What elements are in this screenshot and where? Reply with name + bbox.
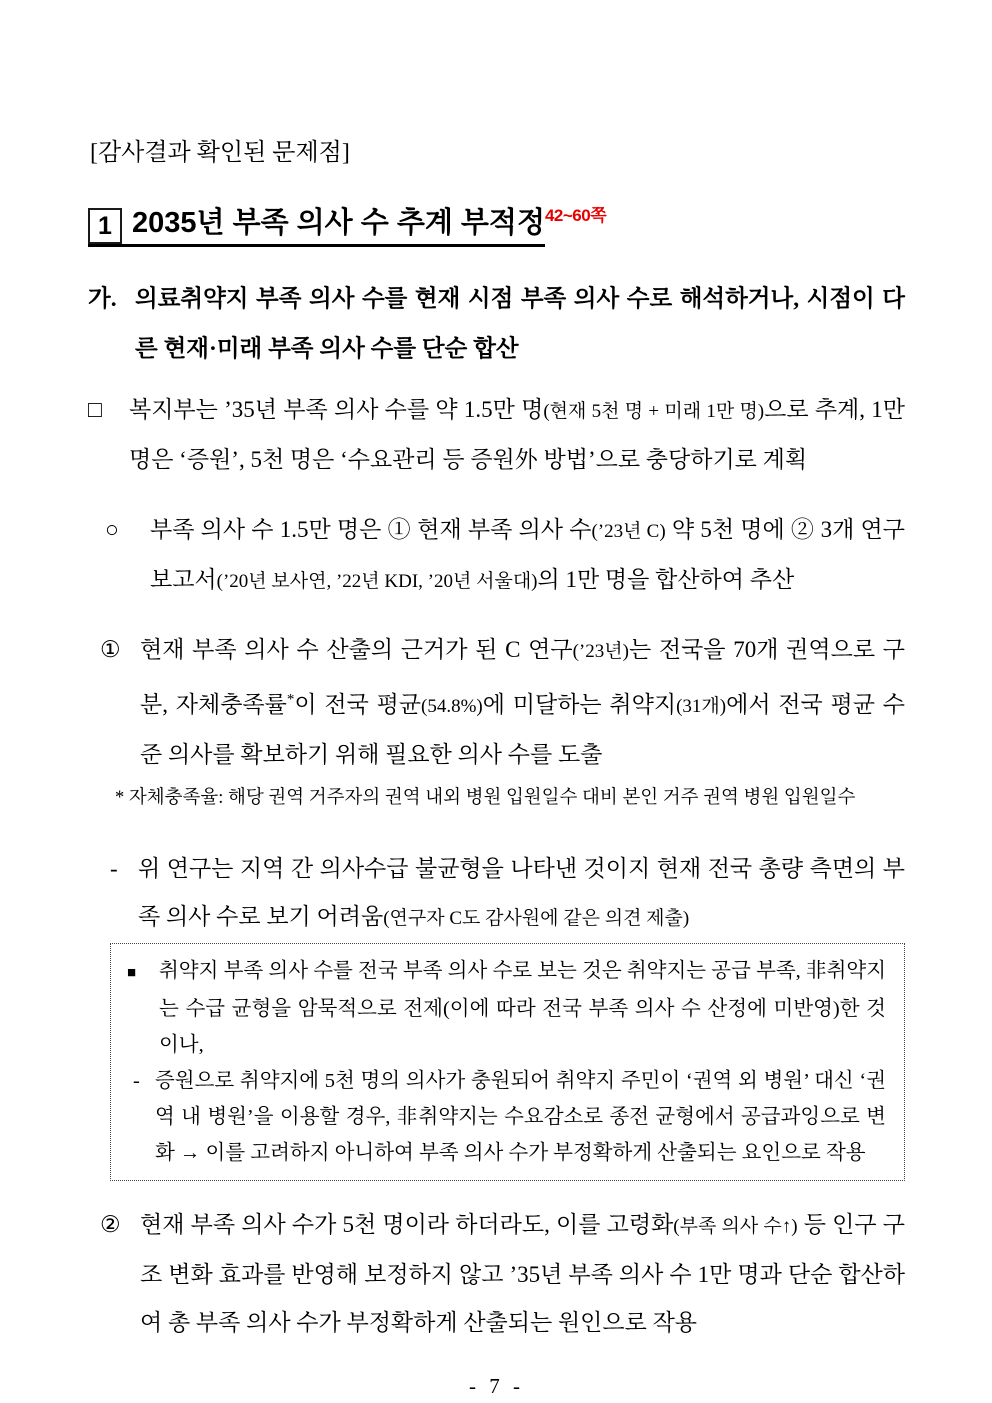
page-number: - 7 - (469, 1374, 524, 1399)
callout-box (110, 943, 905, 1181)
circled-two-bullet: ② (100, 1212, 121, 1238)
paragraph-overview (88, 386, 905, 484)
heading-underline (88, 207, 545, 247)
paragraph-overview-text: 복지부는 ’35년 부족 의사 수를 약 1.5만 명(현재 5천 명 + 미래 1만 명)으로 추계, 1만 명은 ‘증원’, 5천 명은 ‘수요관리 등 증원外 방법’으로 충당하기로 계획 (129, 396, 905, 472)
paragraph-estimate-text: 부족 의사 수 1.5만 명은 ① 현재 부족 의사 수(’23년 C) 약 5천 명에 ② 3개 연구보고서(’20년 보사연, ’22년 KDI, ’20년 서울대)의 1만 명을 합산하여 추산 (150, 516, 905, 592)
footnote-self-sufficiency: * 자체충족율: 해당 권역 거주자의 권역 내외 병원 입원일수 대비 본인 거주 권역 병원 입원일수 (115, 788, 856, 809)
paragraph-estimate (105, 506, 905, 606)
section-header: [감사결과 확인된 문제점] (90, 140, 350, 166)
filled-square-bullet: ■ (127, 965, 137, 982)
dash-bullet: - (133, 1070, 140, 1093)
callout-item-1 (127, 953, 886, 1063)
callout-item-2 (133, 1063, 886, 1171)
paragraph-dash-note-text: 위 연구는 지역 간 의사수급 불균형을 나타낸 것이지 현재 전국 총량 측면의 부족 의사 수로 보기 어려움(연구자 C도 감사원에 같은 의견 제출) (138, 856, 905, 930)
circled-one-bullet: ① (100, 636, 121, 662)
main-heading (88, 196, 905, 244)
paragraph-point2-text: 현재 부족 의사 수가 5천 명이라 하더라도, 이를 고령화(부족 의사 수↑) 등 인구 구조 변화 효과를 반영해 보정하지 않고 ’35년 부족 의사 수 1만 명과 단순 합산하여 총 부족 의사 수가 부정확하게 산출되는 원인으로 작용 (140, 1212, 905, 1336)
heading-page-ref: 42~60쪽 (544, 206, 607, 225)
circle-bullet: ○ (105, 516, 119, 542)
callout-item-1-text: 취약지 부족 의사 수를 전국 부족 의사 수로 보는 것은 취약지는 공급 부족, 非취약지는 수급 균형을 암묵적으로 전제(이에 따라 전국 부족 의사 수 산정에 미반영)한 것이나, (159, 960, 886, 1057)
subheading-ga (88, 274, 905, 374)
paragraph-dash-note (110, 845, 905, 943)
subheading-label: 가. (88, 285, 117, 312)
paragraph-point1 (100, 626, 905, 780)
subheading-text: 의료취약지 부족 의사 수를 현재 시점 부족 의사 수로 해석하거나, 시점이 다른 현재·미래 부족 의사 수를 단순 합산 (135, 285, 905, 362)
heading-number-box: 1 (88, 208, 122, 244)
paragraph-point1-text: 현재 부족 의사 수 산출의 근거가 된 C 연구(’23년)는 전국을 70개 권역으로 구분, 자체충족률*이 전국 평균(54.8%)에 미달하는 취약지(31개)에서 전국 평균 수준 의사를 확보하기 위해 필요한 의사 수를 도출 (140, 636, 906, 768)
dash-bullet: - (110, 856, 118, 882)
heading-title: 2035년 부족 의사 수 추계 부적정 (132, 206, 545, 239)
callout-item-2-text: 증원으로 취약지에 5천 명의 의사가 충원되어 취약지 주민이 ‘권역 외 병원’ 대신 ‘권역 내 병원’을 이용할 경우, 非취약지는 수요감소로 종전 균형에서 공급과잉으로 변화 → 이를 고려하지 아니하여 부족 의사 수가 부정확하게 산출되는 요인으로 작용 (155, 1070, 886, 1165)
paragraph-point2 (100, 1201, 905, 1347)
square-bullet: □ (88, 396, 102, 422)
